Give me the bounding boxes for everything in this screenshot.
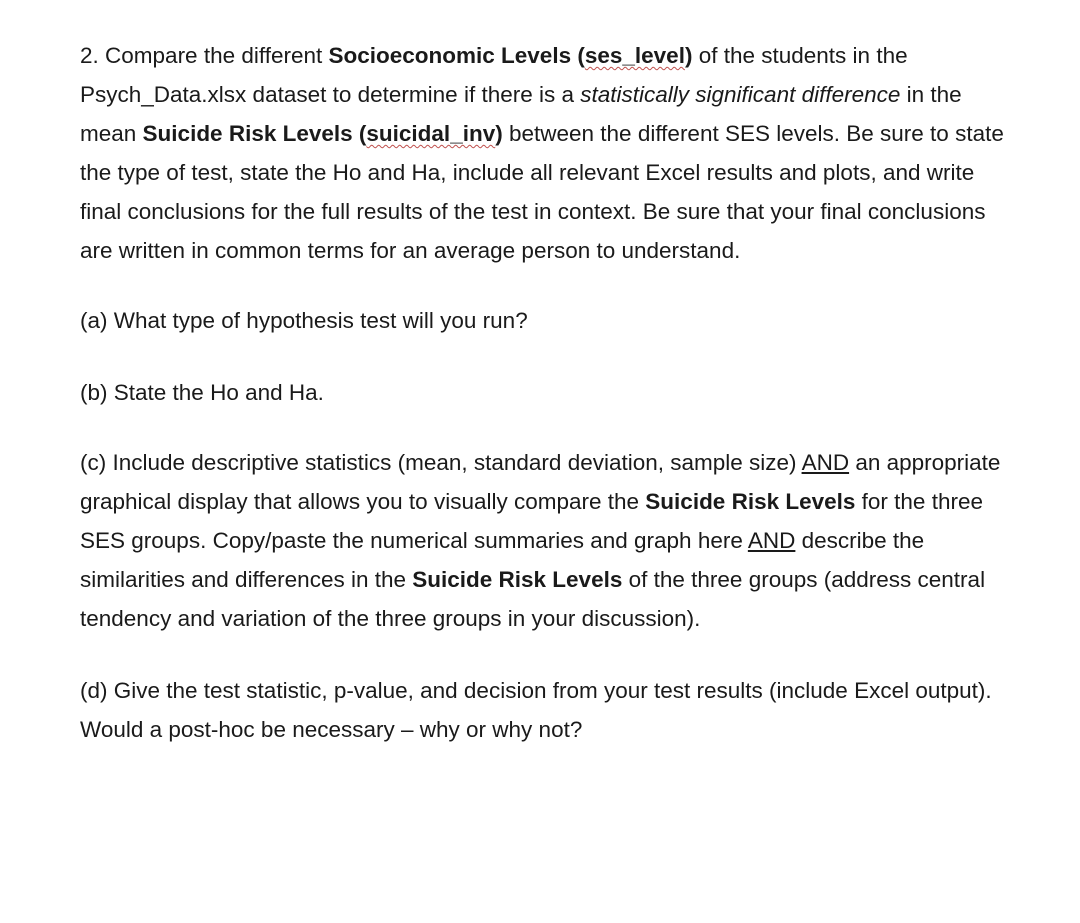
part-c-text-2: an appropriate graphical display that allows you to visually compare the bbox=[80, 450, 1001, 514]
intro-text-3: in the mean bbox=[80, 82, 962, 146]
intro-text-1: Compare the different bbox=[105, 43, 329, 68]
ses-level-close: ) bbox=[684, 43, 693, 68]
part-a-question: (a) What type of hypothesis test will you run? bbox=[80, 308, 528, 333]
part-c-and-1: AND bbox=[801, 450, 850, 475]
suicidal-inv-variable: suicidal_inv bbox=[366, 121, 496, 146]
question-number: 2. bbox=[80, 43, 106, 68]
part-d-question: (d) Give the test statistic, p-value, and decision from your test results (include Excel output). Would a post-hoc be necessary – why or why not? bbox=[80, 678, 992, 742]
ses-level-term bbox=[329, 43, 693, 68]
part-c-suicide-risk-2: Suicide Risk Levels bbox=[412, 567, 623, 592]
intro-text-2: of the students in the Psych_Data.xlsx dataset to determine if there is a bbox=[80, 43, 908, 107]
part-c-text-5: of the three groups (address central tendency and variation of the three groups in your discussion). bbox=[80, 567, 986, 631]
part-c-text-3: for the three SES groups. Copy/paste the numerical summaries and graph here bbox=[80, 489, 983, 553]
part-c-and-2: AND bbox=[747, 528, 796, 553]
suicide-risk-close: ) bbox=[495, 121, 503, 146]
part-c-text-4: describe the similarities and differences in the bbox=[80, 528, 925, 592]
ses-level-label: Socioeconomic Levels ( bbox=[328, 43, 585, 68]
question-intro-paragraph bbox=[80, 36, 1010, 270]
part-c-question bbox=[80, 443, 1010, 638]
ses-level-variable: ses_level bbox=[584, 43, 685, 68]
statistically-significant-phrase: statistically significant difference bbox=[580, 82, 901, 107]
part-c-text-1: (c) Include descriptive statistics (mean, standard deviation, sample size) bbox=[80, 450, 802, 475]
part-c-suicide-risk-1: Suicide Risk Levels bbox=[645, 489, 856, 514]
document-page bbox=[80, 36, 1010, 749]
suicide-risk-term bbox=[143, 121, 503, 146]
suicide-risk-label: Suicide Risk Levels ( bbox=[142, 121, 367, 146]
part-b-question: (b) State the Ho and Ha. bbox=[80, 380, 324, 405]
intro-text-4: between the different SES levels. Be sure to state the type of test, state the Ho and Ha, include all relevant Excel results and plots, and write final conclusions for the full results of the test in context. Be sure that your final conclusions are written in common terms for an average person to understand. bbox=[80, 121, 1004, 263]
